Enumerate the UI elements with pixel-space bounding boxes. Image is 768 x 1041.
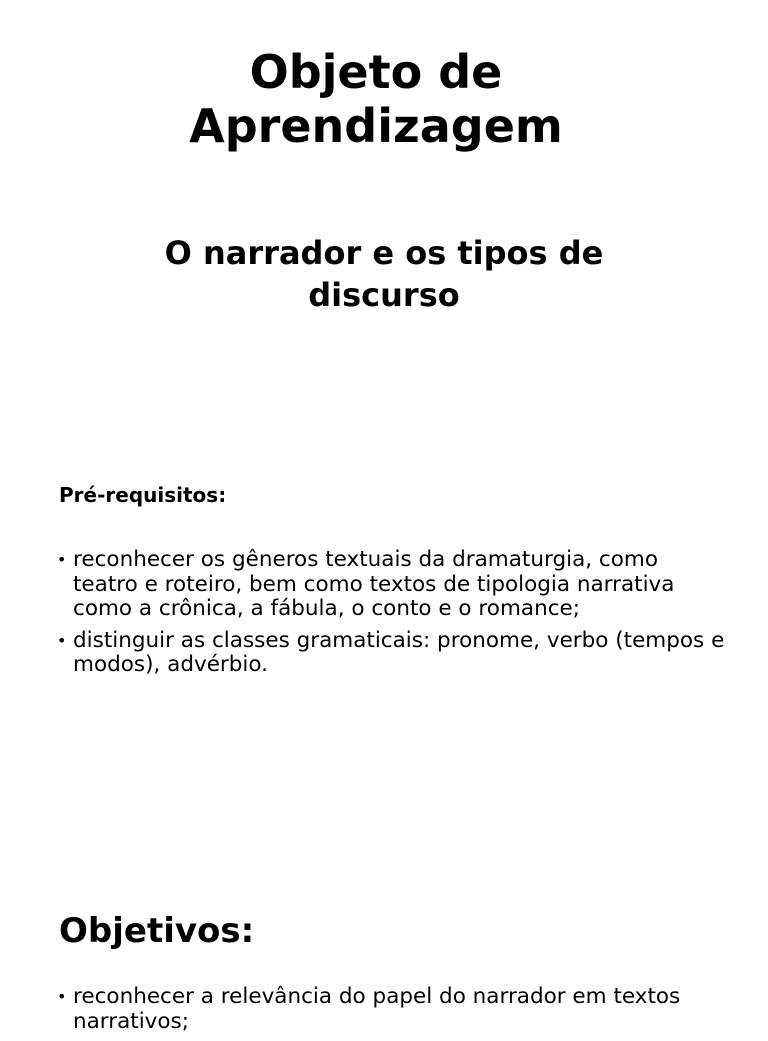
bullet-icon: • bbox=[57, 987, 67, 1006]
page-title-line-2: Aprendizagem bbox=[189, 99, 563, 153]
page-title-line-1: Objeto de bbox=[249, 45, 503, 99]
prerequisite-text: reconhecer os gêneros textuais da dramaturgia, como teatro e roteiro, bem como textos de tipologia narrativa como a crônica, a fábula, o conto e o romance; bbox=[73, 547, 675, 621]
page-subtitle-line-1: O narrador e os tipos de bbox=[164, 234, 604, 272]
objectives-list bbox=[0, 985, 768, 1041]
prerequisite-item bbox=[0, 629, 768, 678]
page-title bbox=[0, 45, 752, 153]
objectives-heading: Objetivos: bbox=[59, 911, 255, 951]
bullet-icon: • bbox=[57, 550, 67, 569]
objective-text: reconhecer a relevância do papel do narrador em textos narrativos; bbox=[73, 984, 681, 1034]
prerequisites-list bbox=[0, 548, 768, 685]
bullet-icon: • bbox=[57, 630, 67, 650]
prerequisite-text: distinguir as classes gramaticais: pronome, verbo (tempos e modos), advérbio. bbox=[73, 627, 725, 677]
prerequisite-item bbox=[0, 548, 768, 622]
prerequisites-heading: Pré-requisitos: bbox=[59, 483, 227, 507]
page-subtitle bbox=[80, 232, 688, 316]
page-subtitle-line-2: discurso bbox=[308, 276, 460, 314]
objective-item bbox=[0, 985, 768, 1034]
